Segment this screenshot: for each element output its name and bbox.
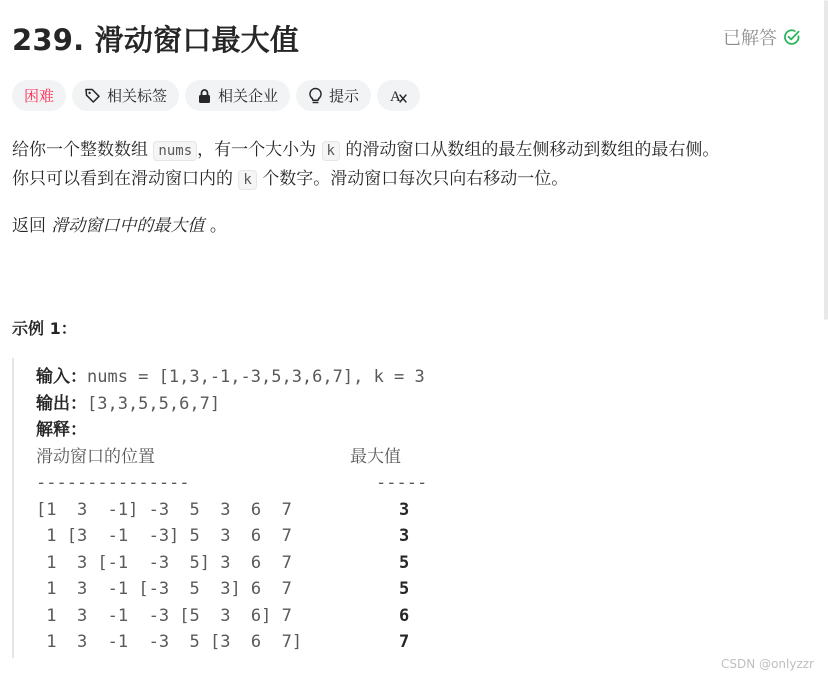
tag-icon [84, 87, 101, 104]
problem-description [12, 136, 812, 194]
tag-bar [12, 80, 420, 111]
hint-button[interactable] [296, 80, 371, 111]
related-tags-button[interactable] [72, 80, 179, 111]
code-k: k [238, 170, 256, 190]
example-title: 示例 1： [12, 319, 77, 338]
description-line-2: 你只可以看到在滑动窗口内的 k 个数字。滑动窗口每次只向右移动一位。 [12, 169, 569, 189]
lock-icon [197, 88, 212, 104]
related-companies-label: 相关企业 [218, 87, 279, 105]
scrollbar[interactable] [824, 0, 828, 320]
return-statement: 返回 滑动窗口中的最大值 。 [12, 216, 227, 236]
page-title: 239. 滑动窗口最大值 [12, 23, 300, 57]
window-row: 1 3 [-1 -3 5] 3 6 7 5 [36, 552, 410, 573]
translate-icon [389, 87, 408, 104]
solved-status[interactable] [723, 24, 801, 50]
lightbulb-icon [308, 87, 323, 105]
example-input: 输入：nums = [1,3,-1,-3,5,3,6,7], k = 3 [36, 367, 425, 387]
related-tags-label: 相关标签 [107, 87, 168, 105]
difficulty-badge[interactable] [12, 80, 66, 111]
difficulty-label: 困难 [24, 87, 55, 105]
solved-label: 已解答 [723, 28, 777, 49]
window-table-separator: --------------- ----- [36, 473, 428, 493]
svg-text:A: A [390, 89, 401, 104]
related-companies-button[interactable] [185, 80, 290, 111]
window-row: 1 3 -1 [-3 5 3] 6 7 5 [36, 579, 410, 599]
watermark: CSDN @onlyzzr [721, 657, 814, 671]
hint-label: 提示 [329, 87, 360, 105]
description-line-1: 给你一个整数数组 nums ，有一个大小为 k 的滑动窗口从数组的最左侧移动到数组的最右侧。 [12, 140, 720, 160]
return-emphasis: 滑动窗口中的最大值 [51, 216, 205, 236]
code-k: k [322, 141, 340, 161]
window-row: [1 3 -1] -3 5 3 6 7 3 [36, 499, 410, 520]
example-border [12, 358, 14, 658]
translate-button[interactable] [377, 80, 420, 111]
example-explain: 解释： [36, 420, 87, 440]
window-row: 1 [3 -1 -3] 5 3 6 7 3 [36, 526, 410, 546]
window-row: 1 3 -1 -3 [5 3 6] 7 6 [36, 605, 410, 626]
window-row: 1 3 -1 -3 5 [3 6 7] 7 [36, 632, 410, 652]
check-circle-icon [783, 28, 801, 46]
code-nums: nums [153, 141, 197, 161]
example-output: 输出：[3,3,5,5,6,7] [36, 393, 221, 414]
window-table-header: 滑动窗口的位置 最大值 [36, 446, 401, 467]
example-block [36, 364, 428, 656]
